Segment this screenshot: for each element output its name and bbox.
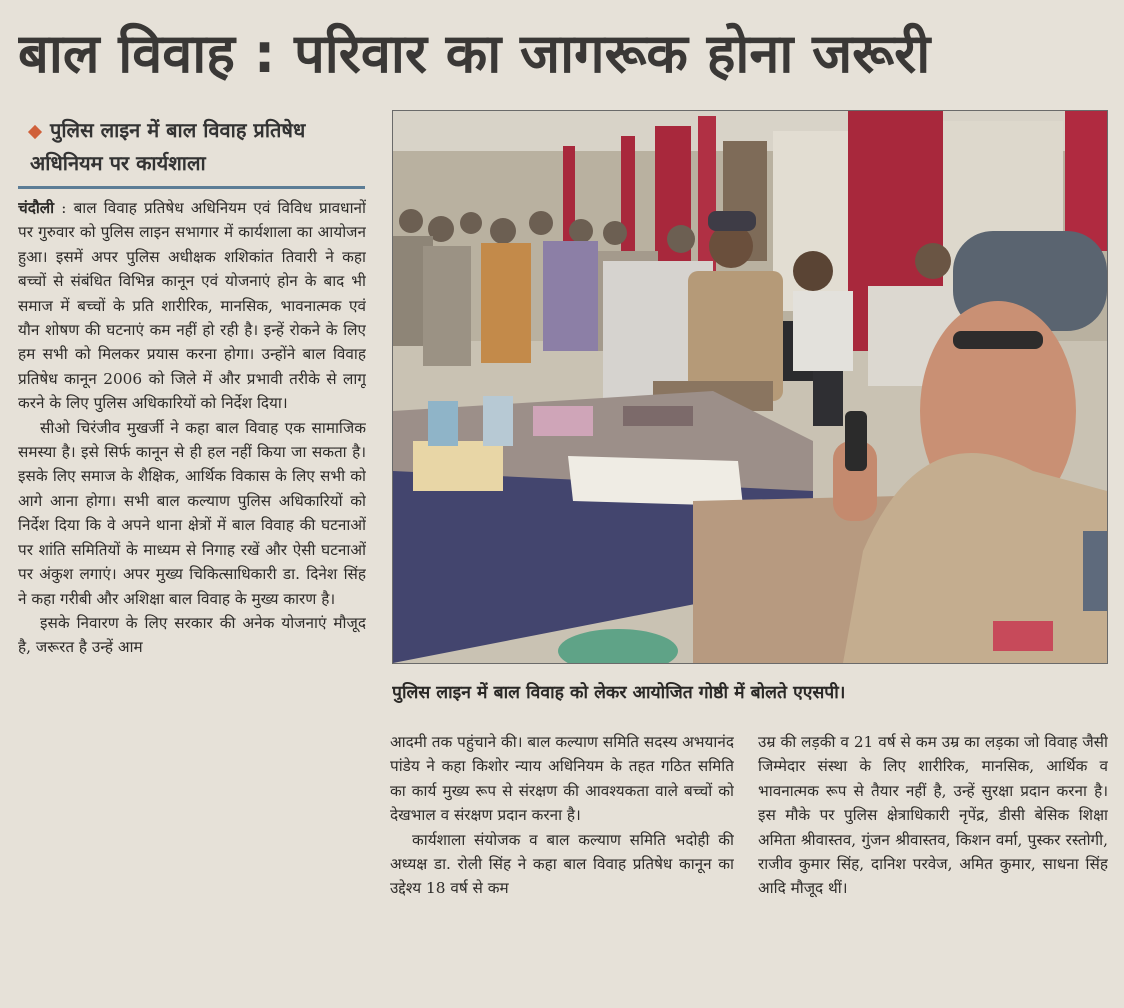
subheadline-text: पुलिस लाइन में बाल विवाह प्रतिषेध अधिनियम पर कार्यशाला bbox=[30, 118, 306, 175]
dateline: चंदौली bbox=[18, 199, 55, 217]
paragraph-1-text: : बाल विवाह प्रतिषेध अधिनियम एवं विविध प्रावधानों पर गुरुवार को पुलिस लाइन सभागार में कार्यशाला का आयोजन हुआ। इसमें अपर पुलिस अधीक्षक शशिकांत तिवारी ने कहा बच्चों से संबंधित विभिन्न कानून एवं योजनाएं होन के बाद भी समाज में बच्चों के प्रति शारीरिक, मानसिक, भावनात्मक एवं यौन शोषण की घटनाएं कम नहीं हो रही है। इन्हें रोकने के लिए हम सभी को मिलकर प्रयास करना होगा। उन्होंने बाल विवाह प्रतिषेध कानून 2006 को जिले में और प्रभावी तरीके से लागू करने के लिए पुलिस अधिकारियों को निर्देश दिया। bbox=[18, 199, 366, 413]
paragraph-3: इसके निवारण के लिए सरकार की अनेक योजनाएं मौजूद है, जरूरत है उन्हें आम bbox=[18, 613, 366, 657]
article-column-3 bbox=[758, 730, 1108, 1002]
section-rule bbox=[18, 186, 365, 189]
headline: बाल विवाह : परिवार का जागरूक होना जरूरी bbox=[18, 22, 931, 85]
microphone-icon bbox=[845, 411, 867, 471]
article-column-1 bbox=[18, 196, 366, 1002]
photo-illustration bbox=[393, 111, 1107, 663]
paragraph-6: उम्र की लड़की व 21 वर्ष से कम उम्र का लड़का जो विवाह जैसी जिम्मेदार संस्था के लिए शारीरिक, मानसिक, आर्थिक व भावनात्मक रूप से तैयार नहीं है, उन्हें सुरक्षा प्रदान करना है। इस मौके पर पुलिस क्षेत्राधिकारी नृपेंद्र, डीसी बेसिक शिक्षा अमिता श्रीवास्तव, गुंजन श्रीवास्तव, किशन वर्मा, पुस्कर रस्तोगी, राजीव कुमार सिंह, दानिश परवेज, अमित कुमार, साधना सिंह आदि मौजूद थीं। bbox=[758, 733, 1108, 898]
paragraph-2: सीओ चिरंजीव मुखर्जी ने कहा बाल विवाह एक सामाजिक समस्या है। इसे सिर्फ कानून से ही हल नहीं किया जा सकता है। इसके लिए समाज के शैक्षिक, आर्थिक विकास के लिए सभी को आगे आना होगा। सभी बाल कल्याण पुलिस अधिकारियों को निर्देश दिया कि वे अपने थाना क्षेत्रों में बाल विवाह की घटनाओं पर शांति समितियों के माध्यम से निगाह रखें और ऐसी घटनाओं पर अंकुश लगाएं। अपर मुख्य चिकित्साधिकारी डा. दिनेश सिंह ने कहा गरीबी और अशिक्षा बाल विवाह के मुख्य कारण है। bbox=[18, 418, 366, 608]
paragraph-5: कार्यशाला संयोजक व बाल कल्याण समिति भदोही की अध्यक्ष डा. रोली सिंह ने कहा बाल विवाह प्रतिषेध कानून का उद्देश्य 18 वर्ष से कम bbox=[390, 830, 734, 898]
article-column-2 bbox=[390, 730, 734, 1002]
diamond-bullet-icon bbox=[28, 124, 42, 138]
photo-caption: पुलिस लाइन में बाल विवाह को लेकर आयोजित गोष्ठी में बोलते एएसपी। bbox=[392, 683, 846, 703]
subheadline bbox=[30, 114, 370, 180]
paragraph-1 bbox=[18, 196, 366, 416]
paragraph-4: आदमी तक पहुंचाने की। बाल कल्याण समिति सदस्य अभयानंद पांडेय ने कहा किशोर न्याय अधिनियम के तहत गठित समिति का कार्य मुख्य रूप से संरक्षण की आवश्यकता वाले बच्चों को देखभाल व संरक्षण प्रदान करना है। bbox=[390, 733, 734, 825]
news-photo bbox=[392, 110, 1108, 664]
